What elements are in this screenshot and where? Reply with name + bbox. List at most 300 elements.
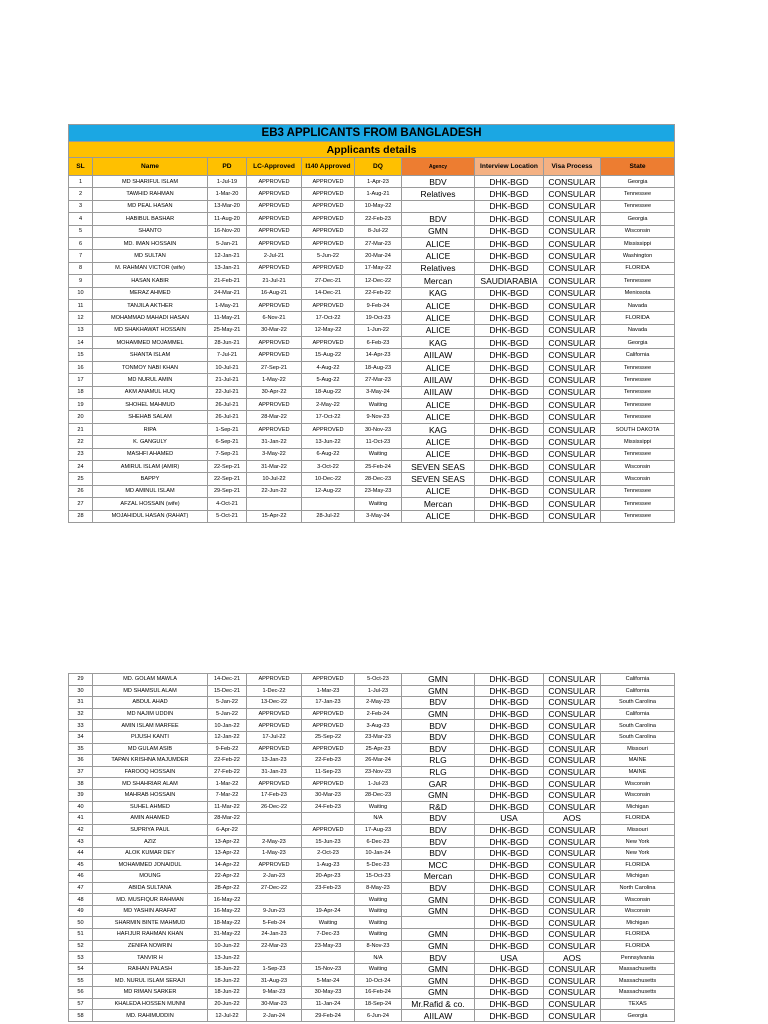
dq-cell: 15-Oct-23 (355, 871, 402, 883)
dq-cell: 14-Apr-23 (355, 349, 402, 361)
visa-process-cell: CONSULAR (544, 448, 601, 460)
i140-approved-cell: APPROVED (302, 200, 355, 212)
state-cell: Missouri (601, 743, 675, 755)
i140-approved-cell: 5-Aug-22 (302, 374, 355, 386)
i140-approved-cell: APPROVED (302, 213, 355, 225)
sl-cell: 47 (69, 882, 93, 894)
state-cell: Tennessee (601, 510, 675, 522)
table-row (69, 399, 675, 411)
visa-process-cell: CONSULAR (544, 1010, 601, 1022)
table-row (69, 871, 675, 883)
name-cell: TANVIR H (93, 952, 208, 964)
i140-approved-cell: 15-Jun-23 (302, 836, 355, 848)
lc-approved-cell: APPROVED (247, 262, 302, 274)
sl-cell: 22 (69, 436, 93, 448)
state-cell: Tennessee (601, 411, 675, 423)
dq-cell: 2-Feb-24 (355, 708, 402, 720)
agency-cell: BDV (402, 743, 475, 755)
visa-process-cell: CONSULAR (544, 940, 601, 952)
agency-cell: AIILAW (402, 374, 475, 386)
state-cell: SOUTH DAKOTA (601, 423, 675, 435)
state-cell: Tennessee (601, 200, 675, 212)
visa-process-cell: CONSULAR (544, 498, 601, 510)
pd-cell: 1-Sep-21 (208, 423, 247, 435)
state-cell: California (601, 685, 675, 697)
agency-cell: GMN (402, 905, 475, 917)
i140-approved-cell: 17-Oct-22 (302, 312, 355, 324)
i140-approved-cell: APPROVED (302, 824, 355, 836)
agency-cell: SEVEN SEAS (402, 473, 475, 485)
i140-approved-cell: 18-Aug-22 (302, 386, 355, 398)
i140-approved-cell: 4-Aug-22 (302, 361, 355, 373)
visa-process-cell: CONSULAR (544, 374, 601, 386)
lc-approved-cell: APPROVED (247, 337, 302, 349)
interview-location-cell: DHK-BGD (475, 929, 544, 941)
name-cell: SHANTA ISLAM (93, 349, 208, 361)
dq-cell: 6-Feb-23 (355, 337, 402, 349)
state-cell: South Carolina (601, 697, 675, 709)
state-cell: South Carolina (601, 731, 675, 743)
visa-process-cell: CONSULAR (544, 987, 601, 999)
pd-cell: 7-Mar-22 (208, 789, 247, 801)
visa-process-cell: CONSULAR (544, 836, 601, 848)
lc-approved-cell: 2-May-23 (247, 836, 302, 848)
name-cell: MD SHAHRIAR ALAM (93, 778, 208, 790)
pd-cell: 1-Jul-19 (208, 176, 247, 188)
name-cell: MD PEAL HASAN (93, 200, 208, 212)
state-cell: TEXAS (601, 998, 675, 1010)
agency-cell: SEVEN SEAS (402, 460, 475, 472)
dq-cell: 1-Jun-22 (355, 324, 402, 336)
name-cell: K. GANGULY (93, 436, 208, 448)
interview-location-cell: DHK-BGD (475, 312, 544, 324)
agency-cell: KAG (402, 337, 475, 349)
visa-process-cell: CONSULAR (544, 975, 601, 987)
interview-location-cell: DHK-BGD (475, 940, 544, 952)
dq-cell: 22-Feb-22 (355, 287, 402, 299)
i140-approved-cell: 5-Mar-24 (302, 975, 355, 987)
dq-cell: 1-Jul-23 (355, 685, 402, 697)
name-cell: ZENIFA NOWRIN (93, 940, 208, 952)
agency-cell: BDV (402, 824, 475, 836)
visa-process-cell: CONSULAR (544, 963, 601, 975)
state-cell: MAINE (601, 766, 675, 778)
lc-approved-cell: 27-Dec-22 (247, 882, 302, 894)
sl-cell: 31 (69, 697, 93, 709)
i140-approved-cell: 20-Apr-23 (302, 871, 355, 883)
table-row (69, 685, 675, 697)
interview-location-cell: DHK-BGD (475, 917, 544, 929)
visa-process-cell: CONSULAR (544, 337, 601, 349)
i140-approved-cell: 23-May-23 (302, 940, 355, 952)
sl-cell: 49 (69, 905, 93, 917)
i140-approved-cell: 17-Oct-22 (302, 411, 355, 423)
state-cell: Wisconsin (601, 225, 675, 237)
visa-process-cell: CONSULAR (544, 766, 601, 778)
interview-location-cell: DHK-BGD (475, 460, 544, 472)
i140-approved-cell: APPROVED (302, 237, 355, 249)
state-cell: Washington (601, 250, 675, 262)
name-cell: MD. GOLAM MAWLA (93, 674, 208, 686)
i140-approved-cell: 15-Aug-22 (302, 349, 355, 361)
interview-location-cell: DHK-BGD (475, 485, 544, 497)
interview-location-cell: DHK-BGD (475, 743, 544, 755)
lc-approved-cell: APPROVED (247, 213, 302, 225)
visa-process-cell: CONSULAR (544, 176, 601, 188)
sl-cell: 13 (69, 324, 93, 336)
i140-approved-cell: 11-Jan-24 (302, 998, 355, 1010)
visa-process-cell: CONSULAR (544, 460, 601, 472)
state-cell: FLORIDA (601, 312, 675, 324)
i140-approved-cell: 5-Jun-22 (302, 250, 355, 262)
pd-cell: 22-Feb-22 (208, 755, 247, 767)
table-row (69, 743, 675, 755)
table-row (69, 894, 675, 906)
state-cell: Massachusetts (601, 963, 675, 975)
agency-cell: BDV (402, 176, 475, 188)
dq-cell: 26-Mar-24 (355, 755, 402, 767)
interview-location-cell: DHK-BGD (475, 213, 544, 225)
sl-cell: 45 (69, 859, 93, 871)
lc-approved-cell: APPROVED (247, 299, 302, 311)
table-row (69, 448, 675, 460)
dq-cell: 19-Oct-23 (355, 312, 402, 324)
pd-cell: 7-Sep-21 (208, 448, 247, 460)
agency-cell: GMN (402, 894, 475, 906)
name-cell: MD SHARIFUL ISLAM (93, 176, 208, 188)
state-cell: FLORIDA (601, 940, 675, 952)
dq-cell: 20-Mar-24 (355, 250, 402, 262)
agency-cell: ALICE (402, 324, 475, 336)
interview-location-cell: DHK-BGD (475, 386, 544, 398)
agency-cell: GMN (402, 708, 475, 720)
table-row (69, 213, 675, 225)
interview-location-cell: DHK-BGD (475, 200, 544, 212)
interview-location-cell: DHK-BGD (475, 237, 544, 249)
visa-process-cell: CONSULAR (544, 674, 601, 686)
pd-cell: 5-Oct-21 (208, 510, 247, 522)
lc-approved-cell: 24-Jan-23 (247, 929, 302, 941)
agency-cell: ALICE (402, 485, 475, 497)
name-cell: MD GULAM ASIB (93, 743, 208, 755)
sl-cell: 18 (69, 386, 93, 398)
sl-cell: 58 (69, 1010, 93, 1022)
pd-cell: 29-Sep-21 (208, 485, 247, 497)
name-cell: RAIHAN PALASH (93, 963, 208, 975)
table-row (69, 250, 675, 262)
agency-cell: GMN (402, 987, 475, 999)
i140-approved-cell: 27-Dec-21 (302, 275, 355, 287)
name-cell: HASAN KABIR (93, 275, 208, 287)
pd-cell: 12-Jan-21 (208, 250, 247, 262)
i140-approved-cell (302, 952, 355, 964)
i140-approved-cell: 10-Dec-22 (302, 473, 355, 485)
visa-process-cell: AOS (544, 813, 601, 825)
lc-approved-cell: APPROVED (247, 674, 302, 686)
visa-process-cell: CONSULAR (544, 287, 601, 299)
table-row (69, 436, 675, 448)
interview-location-cell: USA (475, 952, 544, 964)
pd-cell: 22-Jul-21 (208, 386, 247, 398)
i140-approved-cell: APPROVED (302, 188, 355, 200)
table-row (69, 287, 675, 299)
agency-cell: R&D (402, 801, 475, 813)
header-row (69, 158, 675, 176)
interview-location-cell: DHK-BGD (475, 720, 544, 732)
lc-approved-cell: 2-Jan-23 (247, 871, 302, 883)
i140-approved-cell: 19-Apr-24 (302, 905, 355, 917)
lc-approved-cell: 22-Mar-23 (247, 940, 302, 952)
sl-cell: 1 (69, 176, 93, 188)
name-cell: KHALEDA HOSSEN MUNNI (93, 998, 208, 1010)
interview-location-cell: DHK-BGD (475, 411, 544, 423)
name-cell: AKM ANAMUL HUQ (93, 386, 208, 398)
pd-cell: 13-Apr-22 (208, 836, 247, 848)
agency-cell: AIILAW (402, 1010, 475, 1022)
interview-location-cell: DHK-BGD (475, 987, 544, 999)
sl-cell: 48 (69, 894, 93, 906)
applicants-table-part1 (68, 124, 675, 523)
lc-approved-cell: APPROVED (247, 708, 302, 720)
i140-approved-cell: 13-Jun-22 (302, 436, 355, 448)
lc-approved-cell: APPROVED (247, 859, 302, 871)
i140-approved-cell: 14-Dec-21 (302, 287, 355, 299)
table-row (69, 473, 675, 485)
interview-location-cell: DHK-BGD (475, 498, 544, 510)
table-row (69, 374, 675, 386)
i140-approved-cell: 1-Mar-23 (302, 685, 355, 697)
dq-cell: 3-May-24 (355, 386, 402, 398)
i140-approved-cell: 2-Oct-23 (302, 847, 355, 859)
name-cell: ABDUL AHAD (93, 697, 208, 709)
applicants-table-part2 (68, 673, 675, 1022)
dq-cell: 27-Mar-23 (355, 374, 402, 386)
dq-cell: 5-Oct-23 (355, 674, 402, 686)
pd-cell: 14-Apr-22 (208, 859, 247, 871)
name-cell: TAWHID RAHMAN (93, 188, 208, 200)
dq-cell: 2-May-23 (355, 697, 402, 709)
pd-cell: 22-Apr-22 (208, 871, 247, 883)
dq-cell: N/A (355, 952, 402, 964)
pd-cell: 9-Feb-22 (208, 743, 247, 755)
state-cell: California (601, 708, 675, 720)
name-cell: MD YASHIN ARAFAT (93, 905, 208, 917)
i140-approved-cell: APPROVED (302, 778, 355, 790)
pd-cell: 25-May-21 (208, 324, 247, 336)
i140-approved-cell: APPROVED (302, 743, 355, 755)
interview-location-cell: DHK-BGD (475, 963, 544, 975)
sl-cell: 24 (69, 460, 93, 472)
name-cell: SUPRIYA PAUL (93, 824, 208, 836)
name-cell: SHEHAB SALAM (93, 411, 208, 423)
table-row (69, 813, 675, 825)
agency-cell: Mercan (402, 275, 475, 287)
table-row (69, 188, 675, 200)
i140-approved-cell (302, 813, 355, 825)
dq-cell: 23-May-23 (355, 485, 402, 497)
sl-cell: 4 (69, 213, 93, 225)
visa-process-cell: CONSULAR (544, 743, 601, 755)
pd-cell: 22-Sep-21 (208, 473, 247, 485)
agency-cell: GMN (402, 940, 475, 952)
table-row (69, 411, 675, 423)
agency-cell: BDV (402, 213, 475, 225)
sl-cell: 43 (69, 836, 93, 848)
pd-cell: 7-Jul-21 (208, 349, 247, 361)
interview-location-cell: DHK-BGD (475, 436, 544, 448)
name-cell: MAHRAB HOSSAIN (93, 789, 208, 801)
dq-cell: 9-Nov-23 (355, 411, 402, 423)
agency-cell (402, 917, 475, 929)
visa-process-cell: CONSULAR (544, 361, 601, 373)
pd-cell: 4-Oct-21 (208, 498, 247, 510)
pd-cell: 18-May-22 (208, 917, 247, 929)
lc-approved-cell: 21-Jul-21 (247, 275, 302, 287)
col-header-dq: DQ (355, 158, 402, 176)
visa-process-cell: CONSULAR (544, 882, 601, 894)
name-cell: MD SHAMSUL ALAM (93, 685, 208, 697)
pd-cell: 11-May-21 (208, 312, 247, 324)
table-row (69, 423, 675, 435)
visa-process-cell: CONSULAR (544, 349, 601, 361)
interview-location-cell: DHK-BGD (475, 778, 544, 790)
pd-cell: 13-Mar-20 (208, 200, 247, 212)
lc-approved-cell: 13-Dec-22 (247, 697, 302, 709)
i140-approved-cell: 3-Oct-22 (302, 460, 355, 472)
lc-approved-cell (247, 952, 302, 964)
name-cell: MD. IMAN HOSSAIN (93, 237, 208, 249)
visa-process-cell: CONSULAR (544, 299, 601, 311)
name-cell: MD. MUSFIQUR RAHMAN (93, 894, 208, 906)
dq-cell: 8-Jul-22 (355, 225, 402, 237)
state-cell: New York (601, 847, 675, 859)
i140-approved-cell: 12-Aug-22 (302, 485, 355, 497)
agency-cell: BDV (402, 952, 475, 964)
visa-process-cell: CONSULAR (544, 275, 601, 287)
pd-cell: 12-Jul-22 (208, 1010, 247, 1022)
table-row (69, 1010, 675, 1022)
sl-cell: 5 (69, 225, 93, 237)
pd-cell: 10-Jul-21 (208, 361, 247, 373)
state-cell: Navada (601, 324, 675, 336)
agency-cell: GMN (402, 685, 475, 697)
interview-location-cell: DHK-BGD (475, 262, 544, 274)
visa-process-cell: CONSULAR (544, 778, 601, 790)
lc-approved-cell: APPROVED (247, 423, 302, 435)
table-row (69, 386, 675, 398)
i140-approved-cell: Waiting (302, 917, 355, 929)
lc-approved-cell: 28-Mar-22 (247, 411, 302, 423)
table-row (69, 998, 675, 1010)
i140-approved-cell: 22-Feb-23 (302, 755, 355, 767)
i140-approved-cell: APPROVED (302, 225, 355, 237)
sl-cell: 35 (69, 743, 93, 755)
pd-cell: 28-Jun-21 (208, 337, 247, 349)
pd-cell: 31-May-22 (208, 929, 247, 941)
lc-approved-cell: 2-Jul-21 (247, 250, 302, 262)
dq-cell: 10-Jan-24 (355, 847, 402, 859)
i140-approved-cell: 24-Feb-23 (302, 801, 355, 813)
sl-cell: 44 (69, 847, 93, 859)
visa-process-cell: CONSULAR (544, 237, 601, 249)
sl-cell: 7 (69, 250, 93, 262)
name-cell: MOHAMMAD MAHADI HASAN (93, 312, 208, 324)
dq-cell: 28-Dec-23 (355, 789, 402, 801)
table-row (69, 940, 675, 952)
pd-cell: 6-Apr-22 (208, 824, 247, 836)
visa-process-cell: CONSULAR (544, 859, 601, 871)
dq-cell: Waiting (355, 929, 402, 941)
agency-cell: BDV (402, 720, 475, 732)
lc-approved-cell: 30-Mar-23 (247, 998, 302, 1010)
name-cell: SHANTO (93, 225, 208, 237)
sl-cell: 3 (69, 200, 93, 212)
visa-process-cell: CONSULAR (544, 708, 601, 720)
table-row (69, 176, 675, 188)
dq-cell: 25-Feb-24 (355, 460, 402, 472)
sl-cell: 30 (69, 685, 93, 697)
pd-cell: 13-Jun-22 (208, 952, 247, 964)
i140-approved-cell: 29-Feb-24 (302, 1010, 355, 1022)
lc-approved-cell (247, 813, 302, 825)
interview-location-cell: DHK-BGD (475, 905, 544, 917)
table-row (69, 225, 675, 237)
col-header-agency: Agency (402, 158, 475, 176)
state-cell: Wisconsin (601, 778, 675, 790)
state-cell: Tennessee (601, 188, 675, 200)
state-cell: Tennessee (601, 485, 675, 497)
agency-cell: RLG (402, 755, 475, 767)
table-row (69, 262, 675, 274)
interview-location-cell: DHK-BGD (475, 225, 544, 237)
interview-location-cell: DHK-BGD (475, 250, 544, 262)
name-cell: MD SULTAN (93, 250, 208, 262)
sl-cell: 53 (69, 952, 93, 964)
state-cell: Wisconsin (601, 894, 675, 906)
table-row (69, 485, 675, 497)
dq-cell: 3-Aug-23 (355, 720, 402, 732)
dq-cell: 9-Feb-24 (355, 299, 402, 311)
dq-cell: 6-Jun-24 (355, 1010, 402, 1022)
lc-approved-cell: 30-Apr-22 (247, 386, 302, 398)
visa-process-cell: CONSULAR (544, 824, 601, 836)
dq-cell: 8-May-23 (355, 882, 402, 894)
visa-process-cell: CONSULAR (544, 436, 601, 448)
sl-cell: 2 (69, 188, 93, 200)
table-row (69, 836, 675, 848)
agency-cell: ALICE (402, 411, 475, 423)
pd-cell: 5-Jan-22 (208, 708, 247, 720)
lc-approved-cell: 22-Jun-22 (247, 485, 302, 497)
agency-cell: BDV (402, 813, 475, 825)
name-cell: HAFIJUR RAHMAN KHAN (93, 929, 208, 941)
agency-cell: GMN (402, 975, 475, 987)
i140-approved-cell: APPROVED (302, 299, 355, 311)
interview-location-cell: DHK-BGD (475, 755, 544, 767)
lc-approved-cell: 6-Nov-21 (247, 312, 302, 324)
lc-approved-cell: 1-May-22 (247, 374, 302, 386)
i140-approved-cell: APPROVED (302, 176, 355, 188)
name-cell: M. RAHMAN VICTOR (wife) (93, 262, 208, 274)
state-cell: Michigan (601, 871, 675, 883)
table-row (69, 963, 675, 975)
dq-cell: 10-May-22 (355, 200, 402, 212)
sl-cell: 50 (69, 917, 93, 929)
i140-approved-cell: APPROVED (302, 720, 355, 732)
name-cell: AFZAL HOSSAIN (wife) (93, 498, 208, 510)
agency-cell: Relatives (402, 188, 475, 200)
state-cell: Georgia (601, 1010, 675, 1022)
